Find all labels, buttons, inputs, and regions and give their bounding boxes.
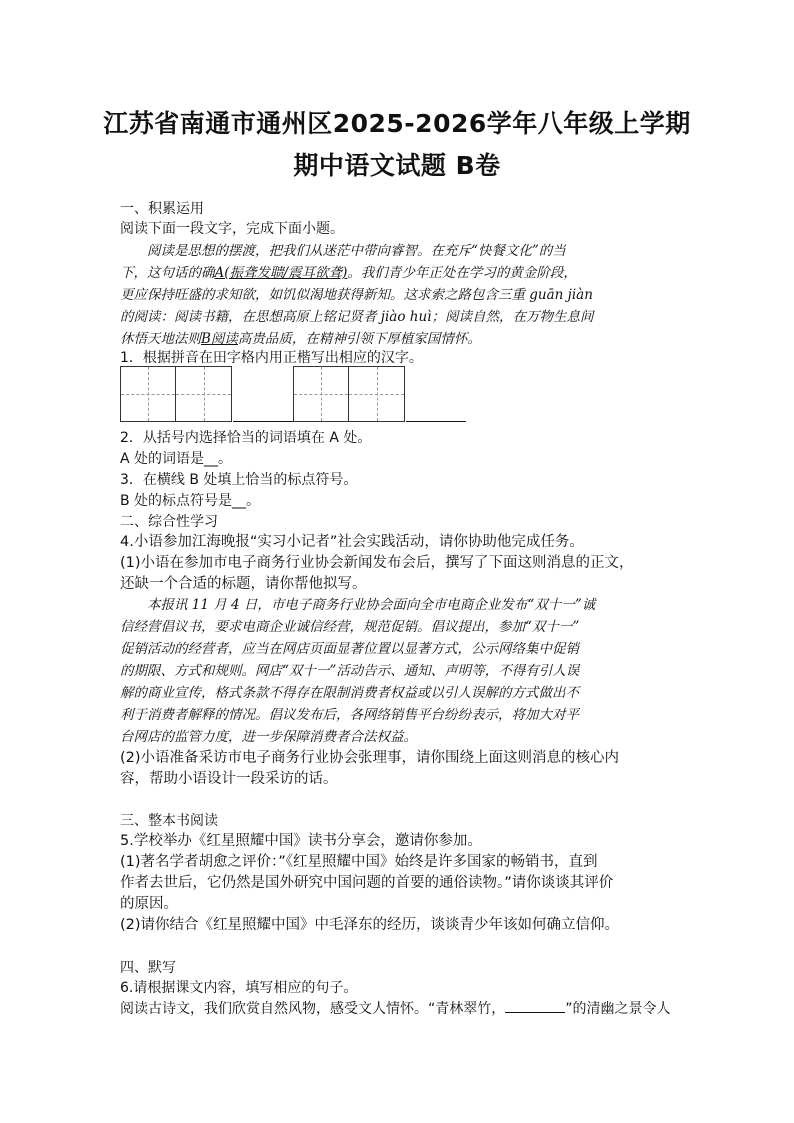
question-6-text-part: 阅读古诗文，我们欣赏自然风物，感受文人情怀。“青林翠竹， (120, 1001, 506, 1017)
question-1: 1．根据拼音在田字格内用正楷写出相应的汉字。 (120, 350, 423, 366)
tianzige-cell[interactable] (121, 367, 176, 421)
question-6: 6.请根据课文内容，填写相应的句子。 (120, 980, 358, 996)
question-5-2: (2)请你结合《红星照耀中国》中毛泽东的经历，谈谈青少年该如何确立信仰。 (120, 917, 620, 933)
question-6-text-part: ”的清幽之景令人 (565, 1001, 671, 1017)
section-heading-2: 二、综合性学习 (120, 514, 218, 530)
section-heading-1: 一、积累运用 (120, 201, 204, 217)
news-line-2: 信经营倡议书，要求电商企业诚信经营，规范促销。倡议提出，参加“双十一” (120, 619, 580, 635)
question-4-2-line1: (2)小语准备采访市电子商务行业协会张理事，请你围绕上面这则消息的核心内 (120, 750, 620, 766)
question-5: 5.学校举办《红星照耀中国》读书分享会，邀请你参加。 (120, 833, 482, 849)
passage-text: 。我们青少年正处在学习的黄金阶段， (347, 265, 577, 281)
question-2-answer[interactable]: A 处的词语是__。 (120, 451, 233, 467)
question-5-1-line3: 的原因。 (120, 896, 178, 912)
answer-underline (406, 421, 466, 422)
news-line-6: 利于消费者解释的情况。倡议发布后，各网络销售平台纷纷表示，将加大对平 (120, 707, 579, 723)
passage-text: 下，这句话的确 (120, 265, 215, 281)
question-5-1-line1: (1)著名学者胡愈之评价：”《红星照耀中国》始终是许多国家的畅销书，直到 (120, 854, 598, 870)
passage-line-3: 更应保持旺盛的求知欲，如饥似渴地获得新知。这求索之路包含三重 guān jiàn (120, 287, 593, 303)
question-2: 2．从括号内选择恰当的词语填在 A 处。 (120, 430, 372, 446)
tianzige-cell[interactable] (294, 367, 349, 421)
question-5-1-line2: 作者去世后，它仍然是国外研究中国问题的首要的通俗读物。”请你谈谈其评价 (120, 875, 614, 891)
tianzige-cell[interactable] (349, 367, 404, 421)
exam-title-line1: 江苏省南通市通州区2025-2026学年八年级上学期 (103, 109, 691, 138)
exam-title-line2: 期中语文试题 B卷 (293, 151, 501, 180)
tianzige-grid-1[interactable] (120, 366, 232, 422)
blank-b-marker: B (201, 331, 211, 347)
passage-text: 阅读 (210, 331, 238, 347)
section-heading-4: 四、默写 (120, 960, 176, 976)
tianzige-grid-2[interactable] (293, 366, 405, 422)
question-4-1-line1: (1)小语在参加市电子商务行业协会新闻发布会后，撰写了下面这则消息的正文， (120, 555, 634, 571)
blank-a-options: A(振聋发聩/震耳欲聋) (214, 265, 348, 281)
section-heading-3: 三、整本书阅读 (120, 813, 218, 829)
passage-line-4: 的阅读：阅读书籍，在思想高原上铭记贤者 jiào huì；阅读自然，在万物生息间 (120, 309, 594, 325)
section1-intro: 阅读下面一段文字，完成下面小题。 (120, 221, 344, 237)
question-4: 4.小语参加江海晚报“实习小记者”社会实践活动，请你协助他完成任务。 (120, 534, 584, 550)
tianzige-cell[interactable] (176, 367, 231, 421)
passage-text: 高贵品质，在精神引领下厚植家国情怀。 (237, 331, 481, 347)
answer-underline (233, 421, 293, 422)
news-line-4: 的期限、方式和规则。网店“双十一”活动告示、通知、声明等，不得有引人误 (120, 663, 580, 679)
passage-line-1: 阅读是思想的摆渡，把我们从迷茫中带向睿智。在充斥“快餐文化”的当 (120, 243, 566, 259)
question-3: 3．在横线 B 处填上恰当的标点符号。 (120, 472, 358, 488)
passage-line-2 (120, 263, 577, 283)
passage-text: 休悟天地法则 (120, 331, 201, 347)
question-4-1-line2: 还缺一个合适的标题，请你帮他拟写。 (120, 576, 367, 592)
question-3-answer[interactable]: B 处的标点符号是__。 (120, 493, 261, 509)
news-line-7: 台网店的监管力度，进一步保障消费者合法权益。 (120, 729, 417, 745)
news-line-1: 本报讯 11 月 4 日，市电子商务行业协会面向全市电商企业发布“双十一”诚 (120, 597, 596, 613)
news-line-3: 促销活动的经营者，应当在网店页面显著位置以显著方式，公示网络集中促销 (120, 641, 579, 657)
passage-line-5 (120, 329, 481, 349)
question-6-text (120, 998, 671, 1019)
news-line-5: 解的商业宣传，格式条款不得存在限制消费者权益或以引人误解的方式做出不 (120, 685, 579, 701)
fill-in-blank[interactable] (505, 998, 565, 1013)
question-4-2-line2: 容，帮助小语设计一段采访的话。 (120, 771, 338, 787)
